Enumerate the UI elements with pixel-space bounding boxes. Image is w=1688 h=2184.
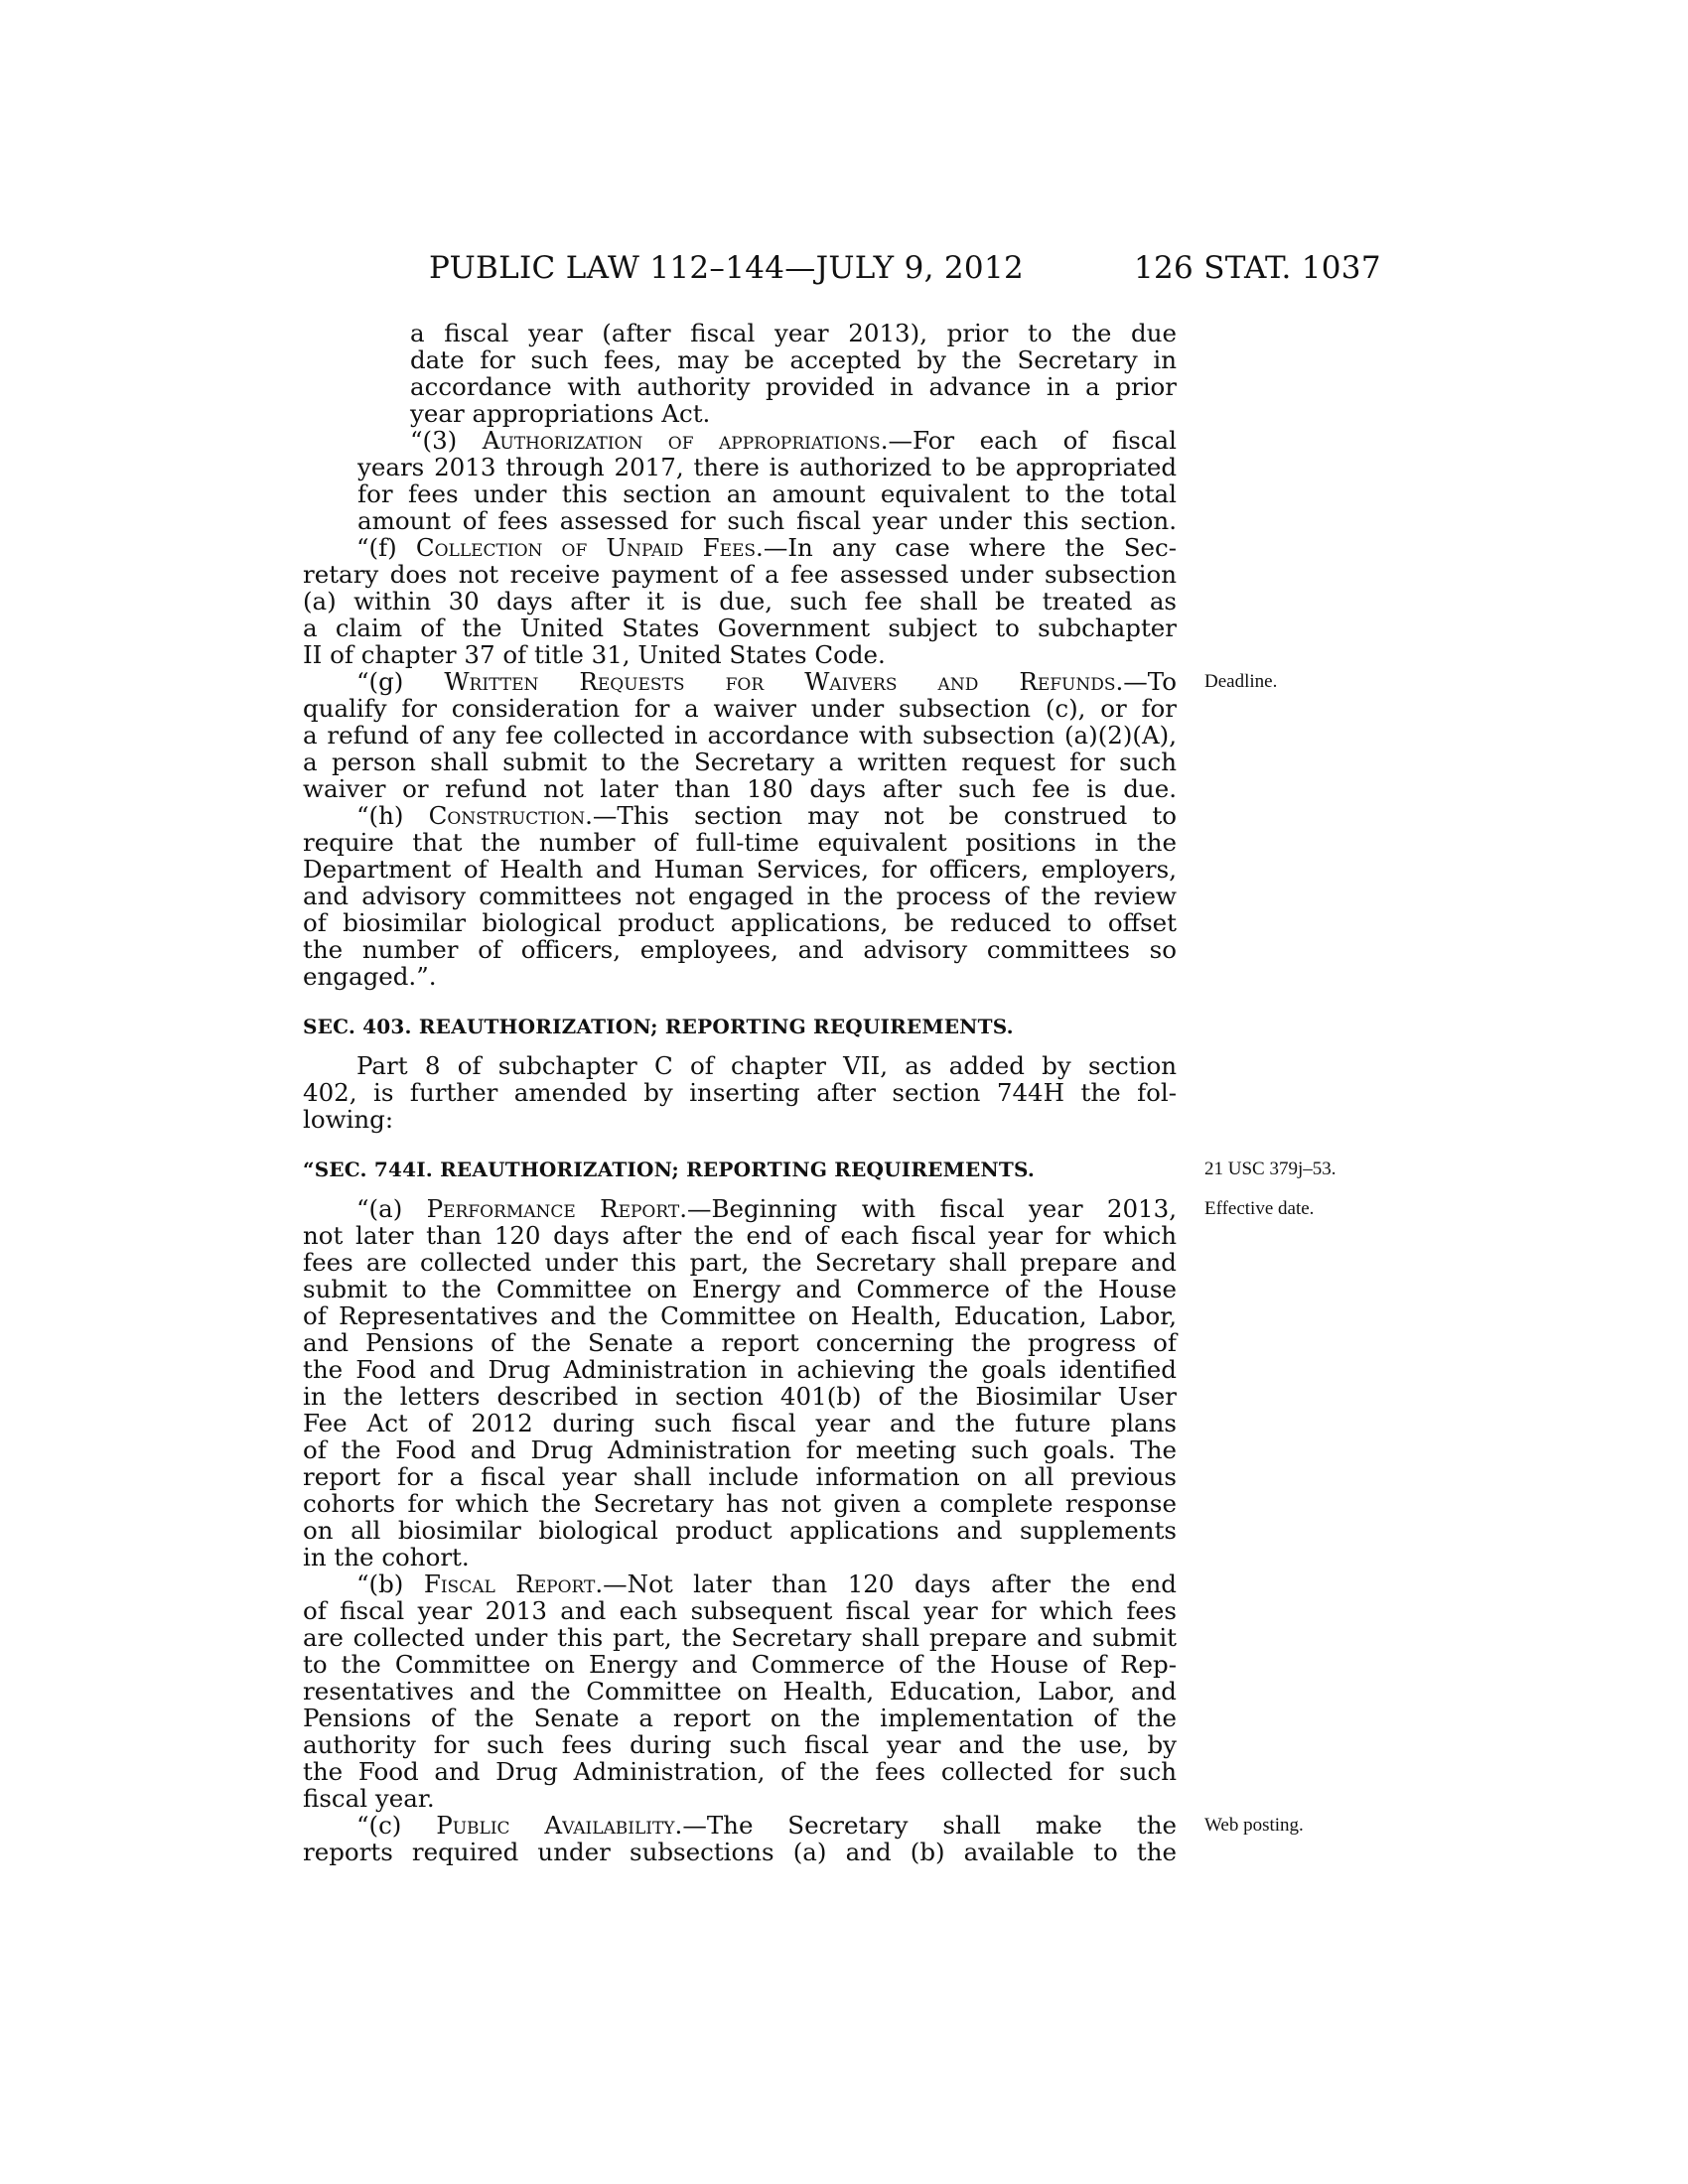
text-line: authority for such fees during such fiscal year and the use, by <box>303 1730 1177 1759</box>
running-header-title: PUBLIC LAW 112–144—JULY 9, 2012 <box>429 250 1024 286</box>
text-line: are collected under this part, the Secretary shall prepare and submit <box>303 1623 1177 1652</box>
section-744i-heading: “SEC. 744I. REAUTHORIZATION; REPORTING REQUIREMENTS. <box>303 1158 1036 1181</box>
text-line: Part 8 of subchapter C of chapter VII, as added by section <box>356 1051 1177 1080</box>
text-line: and Pensions of the Senate a report concerning the progress of <box>303 1328 1177 1357</box>
text-line: year appropriations Act. <box>410 399 711 428</box>
text-line: of biosimilar biological product applications, be reduced to offset <box>303 908 1177 937</box>
subsection-f-first-line: “(f) Collection of Unpaid Fees.—In any case where the Sec- <box>356 533 1177 562</box>
text-line: the Food and Drug Administration in achieving the goals identified <box>303 1355 1177 1384</box>
subsection-heading: Collection of Unpaid Fees <box>415 533 757 562</box>
text-line: lowing: <box>303 1105 394 1134</box>
text-line: a fiscal year (after fiscal year 2013), prior to the due <box>410 319 1177 347</box>
subsection-b-first-line: “(b) Fiscal Report.—Not later than 120 days after the end <box>356 1570 1177 1598</box>
subsection-h-first-line: “(h) Construction.—This section may not be construed to <box>356 801 1177 830</box>
text-line: Department of Health and Human Services, for officers, employers, <box>303 855 1177 884</box>
text-line: engaged.”. <box>303 962 437 991</box>
text-line: submit to the Committee on Energy and Commerce of the House <box>303 1275 1177 1303</box>
text-line: and advisory committees not engaged in the process of the review <box>303 882 1177 910</box>
text-line: fiscal year. <box>303 1784 435 1813</box>
text-line: the number of officers, employees, and advisory committees so <box>303 935 1177 964</box>
text-line: a claim of the United States Government subject to subchapter <box>303 614 1177 642</box>
text-line: in the cohort. <box>303 1543 470 1571</box>
text-line: for fees under this section an amount equivalent to the total <box>357 479 1177 508</box>
text-line: to the Committee on Energy and Commerce of the House of Rep- <box>303 1650 1177 1679</box>
text-line: 402, is further amended by inserting after section 744H the fol- <box>303 1078 1177 1107</box>
text-line: accordance with authority provided in advance in a prior <box>410 372 1177 401</box>
subsection-heading: Authorization of appropriations <box>482 426 881 455</box>
text-line: of fiscal year 2013 and each subsequent fiscal year for which fees <box>303 1596 1177 1625</box>
text-line: in the letters described in section 401(b) of the Biosimilar User <box>303 1382 1177 1411</box>
subsection-heading: Written Requests for Waivers and Refunds <box>444 667 1116 696</box>
subsection-a-first-line: “(a) Performance Report.—Beginning with fiscal year 2013, <box>356 1194 1178 1223</box>
text-line: the Food and Drug Administration, of the fees collected for such <box>303 1757 1177 1786</box>
text-line: retary does not receive payment of a fee assessed under subsection <box>303 560 1177 589</box>
text-line: (a) within 30 days after it is due, such fee shall be treated as <box>303 587 1177 615</box>
text-line: on all biosimilar biological product applications and supplements <box>303 1516 1177 1545</box>
text-line: resentatives and the Committee on Health, Education, Labor, and <box>303 1677 1177 1706</box>
page-stat-number: 126 STAT. 1037 <box>1134 250 1381 286</box>
text-line: years 2013 through 2017, there is authorized to be appropriated <box>357 453 1177 481</box>
text-line: of Representatives and the Committee on Health, Education, Labor, <box>303 1301 1177 1330</box>
subsection-3-first-line: “(3) Authorization of appropriations.—For each of fiscal <box>410 426 1177 455</box>
text-line: a refund of any fee collected in accordance with subsection (a)(2)(A), <box>303 721 1177 750</box>
text-line: fees are collected under this part, the Secretary shall prepare and <box>303 1248 1177 1277</box>
subsection-g-first-line: “(g) Written Requests for Waivers and Refunds.—To <box>356 667 1177 696</box>
subsection-heading: Performance Report <box>426 1194 680 1223</box>
text-line: Fee Act of 2012 during such fiscal year and the future plans <box>303 1409 1177 1437</box>
subsection-heading: Public Availability <box>436 1811 675 1840</box>
text-line: of the Food and Drug Administration for meeting such goals. The <box>303 1435 1177 1464</box>
text-line: Pensions of the Senate a report on the implementation of the <box>303 1704 1177 1732</box>
text-line: report for a fiscal year shall include information on all previous <box>303 1462 1177 1491</box>
text-line: require that the number of full-time equivalent positions in the <box>303 828 1177 857</box>
text-line: amount of fees assessed for such fiscal year under this section. <box>357 506 1177 535</box>
text-line: not later than 120 days after the end of each fiscal year for which <box>303 1221 1177 1250</box>
text-line: qualify for consideration for a waiver under subsection (c), or for <box>303 694 1177 723</box>
margin-note-deadline: Deadline. <box>1204 671 1278 692</box>
text-line: cohorts for which the Secretary has not given a complete response <box>303 1489 1177 1518</box>
subsection-heading: Fiscal Report <box>423 1570 596 1598</box>
subsection-c-first-line: “(c) Public Availability.—The Secretary shall make the <box>356 1811 1177 1840</box>
text-line: a person shall submit to the Secretary a written request for such <box>303 748 1177 776</box>
text-line: date for such fees, may be accepted by the Secretary in <box>410 345 1177 374</box>
section-403-heading: SEC. 403. REAUTHORIZATION; REPORTING REQUIREMENTS. <box>303 1015 1014 1038</box>
text-line: reports required under subsections (a) and (b) available to the <box>303 1838 1177 1866</box>
margin-note-web-posting: Web posting. <box>1204 1815 1304 1836</box>
margin-note-usc: 21 USC 379j–53. <box>1204 1159 1336 1179</box>
text-line: II of chapter 37 of title 31, United States Code. <box>303 640 886 669</box>
margin-note-effective-date: Effective date. <box>1204 1198 1315 1219</box>
subsection-heading: Construction <box>428 801 586 830</box>
text-line: waiver or refund not later than 180 days after such fee is due. <box>303 774 1177 803</box>
